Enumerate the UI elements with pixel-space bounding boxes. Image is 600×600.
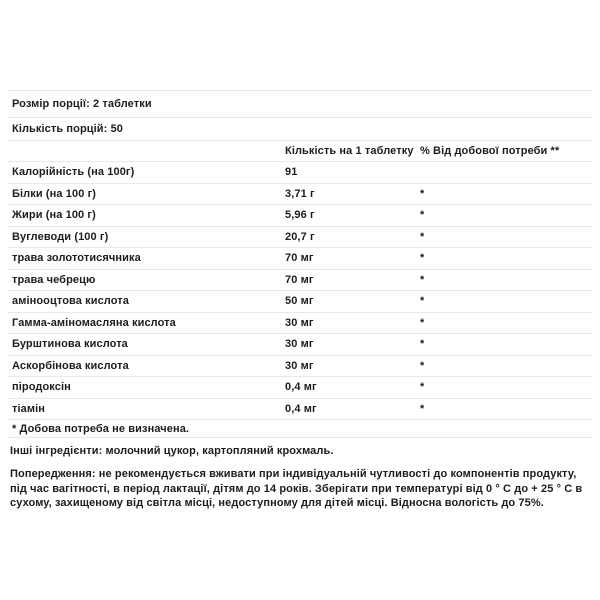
row-daily: *: [420, 209, 425, 222]
row-label: Бурштинова кислота: [12, 338, 128, 351]
daily-value-footnote: * Добова потреба не визначена.: [12, 422, 190, 435]
row-amount: 5,96 г: [285, 209, 315, 222]
row-label: Калорійність (на 100г): [12, 166, 135, 179]
row-label: трава чебрецю: [12, 273, 96, 286]
serving-size-row: [8, 90, 592, 117]
table-row: [8, 333, 592, 355]
row-amount: 0,4 мг: [285, 402, 317, 415]
table-row: [8, 226, 592, 248]
nutrition-facts-table: [8, 90, 592, 438]
table-row: [8, 269, 592, 291]
row-daily: *: [420, 316, 425, 329]
table-row: [8, 183, 592, 205]
row-amount: 70 мг: [285, 252, 314, 265]
serving-size-text: Розмір порції: 2 таблетки: [12, 98, 152, 110]
row-label: Вуглеводи (100 г): [12, 230, 109, 243]
servings-count-text: Кількість порцій: 50: [12, 123, 124, 135]
row-amount: 30 мг: [285, 338, 314, 351]
daily-value-footnote-row: [8, 419, 592, 438]
row-amount: 20,7 г: [285, 230, 315, 243]
row-amount: 0,4 мг: [285, 381, 317, 394]
row-amount: 30 мг: [285, 359, 314, 372]
header-daily-value: % Від добової потреби **: [420, 145, 560, 157]
table-row: [8, 312, 592, 334]
row-label: Білки (на 100 г): [12, 187, 97, 200]
row-label: піродоксін: [12, 381, 71, 394]
table-row: [8, 161, 592, 183]
row-label: Аскорбінова кислота: [12, 359, 129, 372]
row-label: трава золототисячника: [12, 252, 141, 265]
table-row: [8, 376, 592, 398]
table-row: [8, 355, 592, 377]
row-amount: 30 мг: [285, 316, 314, 329]
servings-count-row: [8, 117, 592, 140]
row-daily: *: [420, 252, 425, 265]
row-amount: 70 мг: [285, 273, 314, 286]
row-label: Жири (на 100 г): [12, 209, 96, 222]
row-label: Гамма-аміномасляна кислота: [12, 316, 176, 329]
table-header-row: [8, 140, 592, 161]
row-daily: *: [420, 402, 425, 415]
table-row: [8, 204, 592, 226]
warning-text: Попередження: не рекомендується вживати при індивідуальній чутливості до компонентів продукту, під час вагітності, в період лактації, дітям до 14 років. Зберігати при температурі від 0 ° C до + 25 ° C в сухому, захищеному від світла місці, недоступному для дітей місці. Відносна вологість до 75%.: [10, 468, 583, 510]
row-daily: *: [420, 187, 425, 200]
row-daily: *: [420, 295, 425, 308]
table-row: [8, 247, 592, 269]
table-row: [8, 398, 592, 420]
other-ingredients-text: Інші інгредієнти: молочний цукор, картопляний крохмаль.: [10, 445, 334, 457]
row-daily: *: [420, 381, 425, 394]
table-row: [8, 290, 592, 312]
row-amount: 50 мг: [285, 295, 314, 308]
row-daily: *: [420, 359, 425, 372]
row-amount: 3,71 г: [285, 187, 315, 200]
header-amount-per-tablet: Кількість на 1 таблетку: [285, 145, 414, 157]
row-daily: *: [420, 273, 425, 286]
row-label: амінооцтова кислота: [12, 295, 129, 308]
row-label: тіамін: [12, 402, 45, 415]
row-daily: *: [420, 338, 425, 351]
row-amount: 91: [285, 166, 298, 179]
row-daily: *: [420, 230, 425, 243]
